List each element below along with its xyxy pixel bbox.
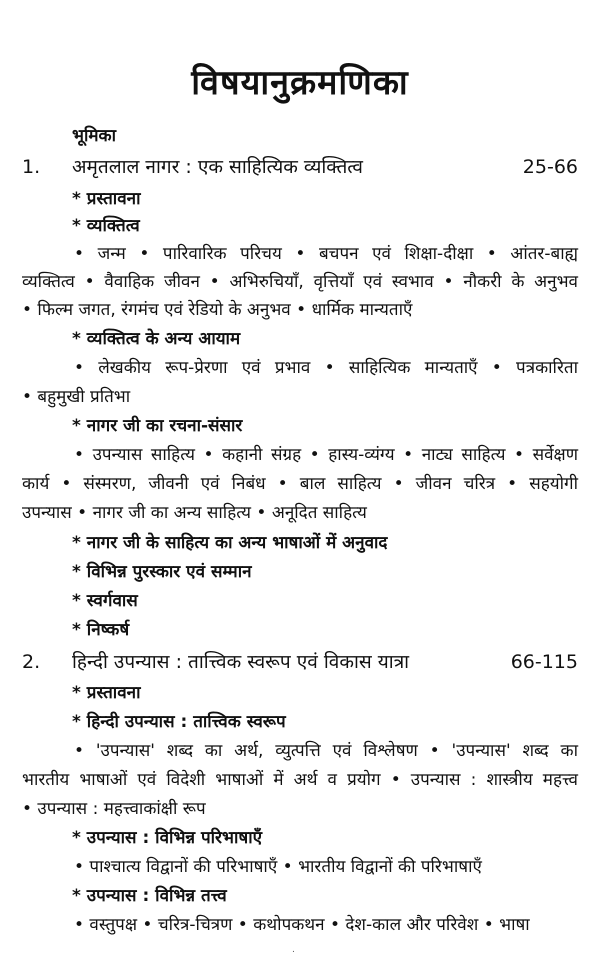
chapter-1-section: * प्रस्तावना (72, 189, 141, 209)
chapter-1-point-line: व्यक्तित्व • वैवाहिक जीवन • अभिरुचियाँ, वृत्तियाँ एवं स्वभाव • नौकरी के अनुभव (22, 272, 578, 292)
chapter-2-point-line: भारतीय भाषाओं एवं विदेशी भाषाओं में अर्थ व प्रयोग • उपन्यास : शास्त्रीय महत्त्व (22, 770, 578, 790)
chapter-2-pages: 66-115 (510, 651, 578, 673)
chapter-1-point-line: • लेखकीय रूप-प्रेरणा एवं प्रभाव • साहित्यिक मान्यताएँ • पत्रकारिता (74, 358, 578, 378)
chapter-1-point-line: • उपन्यास साहित्य • कहानी संग्रह • हास्य-व्यंग्य • नाट्य साहित्य • सर्वेक्षण (74, 445, 578, 465)
chapter-2-number: 2. (22, 651, 41, 673)
chapter-1-point-line: • बहुमुखी प्रतिभा (22, 387, 131, 407)
chapter-2-section: * प्रस्तावना (72, 683, 141, 703)
chapter-1-section: * व्यक्तित्व के अन्य आयाम (72, 329, 241, 349)
chapter-1-number: 1. (22, 156, 41, 178)
chapter-1-point-line: • फिल्म जगत, रंगमंच एवं रेडियो के अनुभव • धार्मिक मान्यताएँ (22, 300, 413, 320)
chapter-1-section: * स्वर्गवास (72, 591, 138, 611)
chapter-2-point-line: • पाश्चात्य विद्वानों की परिभाषाएँ • भारतीय विद्वानों की परिभाषाएँ (74, 857, 482, 877)
chapter-2-point-line: • 'उपन्यास' शब्द का अर्थ, व्युत्पत्ति एवं विश्लेषण • 'उपन्यास' शब्द का (74, 741, 578, 761)
chapter-1-section: * व्यक्तित्व (72, 216, 140, 236)
page-title: विषयानुक्रमणिका (191, 63, 409, 103)
footer-mark: . (292, 945, 295, 955)
chapter-2-point-line: • उपन्यास : महत्त्वाकांक्षी रूप (22, 799, 206, 819)
chapter-2-point-line: • वस्तुपक्ष • चरित्र-चित्रण • कथोपकथन • देश-काल और परिवेश • भाषा (74, 915, 530, 935)
chapter-2-section: * उपन्यास : विभिन्न परिभाषाएँ (72, 828, 262, 848)
toc-entry-bhumika: भूमिका (72, 126, 116, 146)
chapter-1-section: * विभिन्न पुरस्कार एवं सम्मान (72, 562, 252, 582)
chapter-1-point-line: उपन्यास • नागर जी का अन्य साहित्य • अनूदित साहित्य (22, 503, 367, 523)
chapter-1-pages: 25-66 (522, 156, 578, 178)
chapter-1-title: अमृतलाल नागर : एक साहित्यिक व्यक्तित्व (72, 156, 363, 178)
chapter-2-title: हिन्दी उपन्यास : तात्त्विक स्वरूप एवं विकास यात्रा (72, 651, 410, 673)
chapter-2-section: * हिन्दी उपन्यास : तात्त्विक स्वरूप (72, 712, 286, 732)
chapter-1-point-line: कार्य • संस्मरण, जीवनी एवं निबंध • बाल साहित्य • जीवन चरित्र • सहयोगी (22, 474, 578, 494)
chapter-1-section: * निष्कर्ष (72, 620, 130, 640)
chapter-2-section: * उपन्यास : विभिन्न तत्त्व (72, 886, 227, 906)
chapter-1-section: * नागर जी का रचना-संसार (72, 416, 243, 436)
chapter-1-section: * नागर जी के साहित्य का अन्य भाषाओं में अनुवाद (72, 533, 388, 553)
chapter-1-point-line: • जन्म • पारिवारिक परिचय • बचपन एवं शिक्षा-दीक्षा • आंतर-बाह्य (74, 244, 578, 264)
